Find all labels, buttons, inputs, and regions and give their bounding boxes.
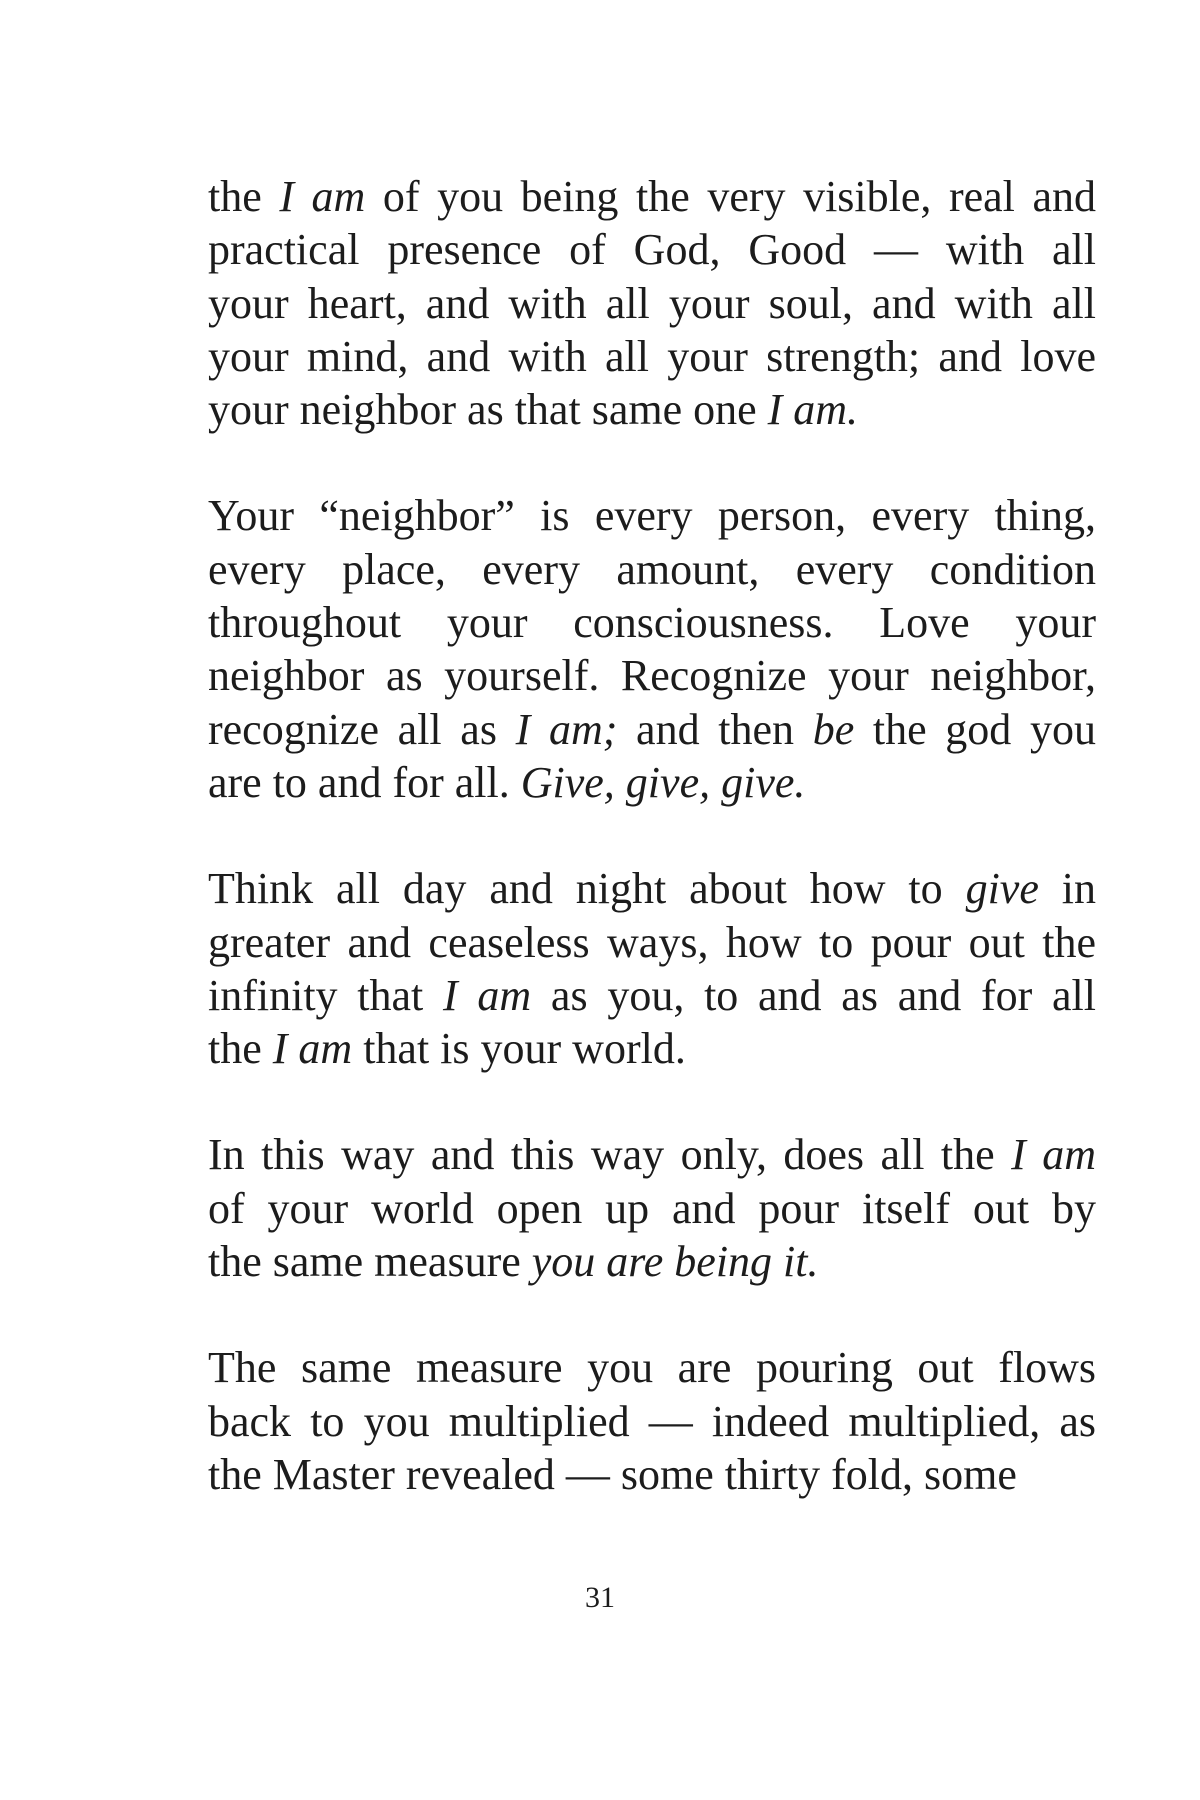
text-line [208, 543, 1096, 596]
text-run: back to you multiplied — indeed multiplied, as [208, 1396, 1096, 1446]
text-line [208, 330, 1096, 383]
page-number: 31 [585, 1581, 615, 1614]
text-run: In this way and this way only, does all the [208, 1130, 1012, 1180]
text-run: greater and ceaseless ways, how to pour out the [208, 917, 1096, 967]
text-run: the same measure [208, 1237, 532, 1287]
text-run: of your world open up and pour itself out by [208, 1183, 1096, 1233]
text-line [208, 1235, 1096, 1288]
text-run: your heart, and with all your soul, and with all [208, 278, 1096, 328]
body-text [208, 170, 1096, 1554]
text-run: the [208, 172, 280, 221]
italic-text: I am. [767, 385, 859, 435]
text-line [208, 1182, 1096, 1235]
text-run: recognize all as [208, 704, 516, 754]
text-run: throughout your consciousness. Love your [208, 598, 1096, 648]
paragraph [208, 170, 1096, 436]
text-run: and then [617, 704, 813, 754]
italic-text: I am [272, 1024, 353, 1074]
text-line [208, 703, 1096, 756]
text-run: that is your world. [352, 1024, 686, 1074]
text-line [208, 916, 1096, 969]
text-run: are to and for all. [208, 757, 521, 807]
text-run: your mind, and with all your strength; and love [208, 331, 1096, 381]
italic-text: Give, give, give. [520, 757, 806, 807]
text-line [208, 223, 1096, 276]
text-run: every place, every amount, every condition [208, 544, 1096, 594]
text-line [208, 277, 1096, 330]
text-run: neighbor as yourself. Recognize your neighbor, [208, 651, 1096, 701]
text-run: infinity that [208, 970, 444, 1020]
italic-text: give [965, 864, 1039, 914]
italic-text: you are being it. [531, 1237, 819, 1287]
text-line [208, 649, 1096, 702]
text-run: as you, to and as and for all [531, 970, 1096, 1020]
text-line [208, 1448, 1096, 1501]
text-line [208, 596, 1096, 649]
text-line [208, 862, 1096, 915]
text-line [208, 1395, 1096, 1448]
italic-text: I am [443, 970, 532, 1020]
text-run: the [208, 1024, 273, 1074]
text-run: Think all day and night about how to [208, 864, 966, 914]
text-line [208, 1022, 1096, 1075]
text-run: your neighbor as that same one [208, 385, 768, 435]
text-line [208, 383, 1096, 436]
paragraph [208, 489, 1096, 809]
paragraph [208, 862, 1096, 1075]
italic-text: I am; [515, 704, 618, 754]
paragraph [208, 1341, 1096, 1501]
text-line [208, 1341, 1096, 1394]
text-line [208, 969, 1096, 1022]
text-run: The same measure you are pouring out flows [208, 1343, 1096, 1393]
text-line [208, 489, 1096, 542]
italic-text: be [812, 704, 855, 754]
text-line [208, 170, 1096, 223]
text-run: Your “neighbor” is every person, every thing, [208, 491, 1096, 541]
text-run: in [1038, 864, 1097, 914]
text-line [208, 1128, 1096, 1181]
paragraph [208, 1128, 1096, 1288]
italic-text: I am [279, 172, 366, 221]
italic-text: I am [1011, 1130, 1096, 1180]
text-run: of you being the very visible, real and [365, 172, 1096, 221]
text-run: the Master revealed — some thirty fold, some [208, 1449, 1017, 1499]
text-line [208, 756, 1096, 809]
text-run: practical presence of God, Good — with all [208, 225, 1096, 275]
text-run: the god you [854, 704, 1096, 754]
